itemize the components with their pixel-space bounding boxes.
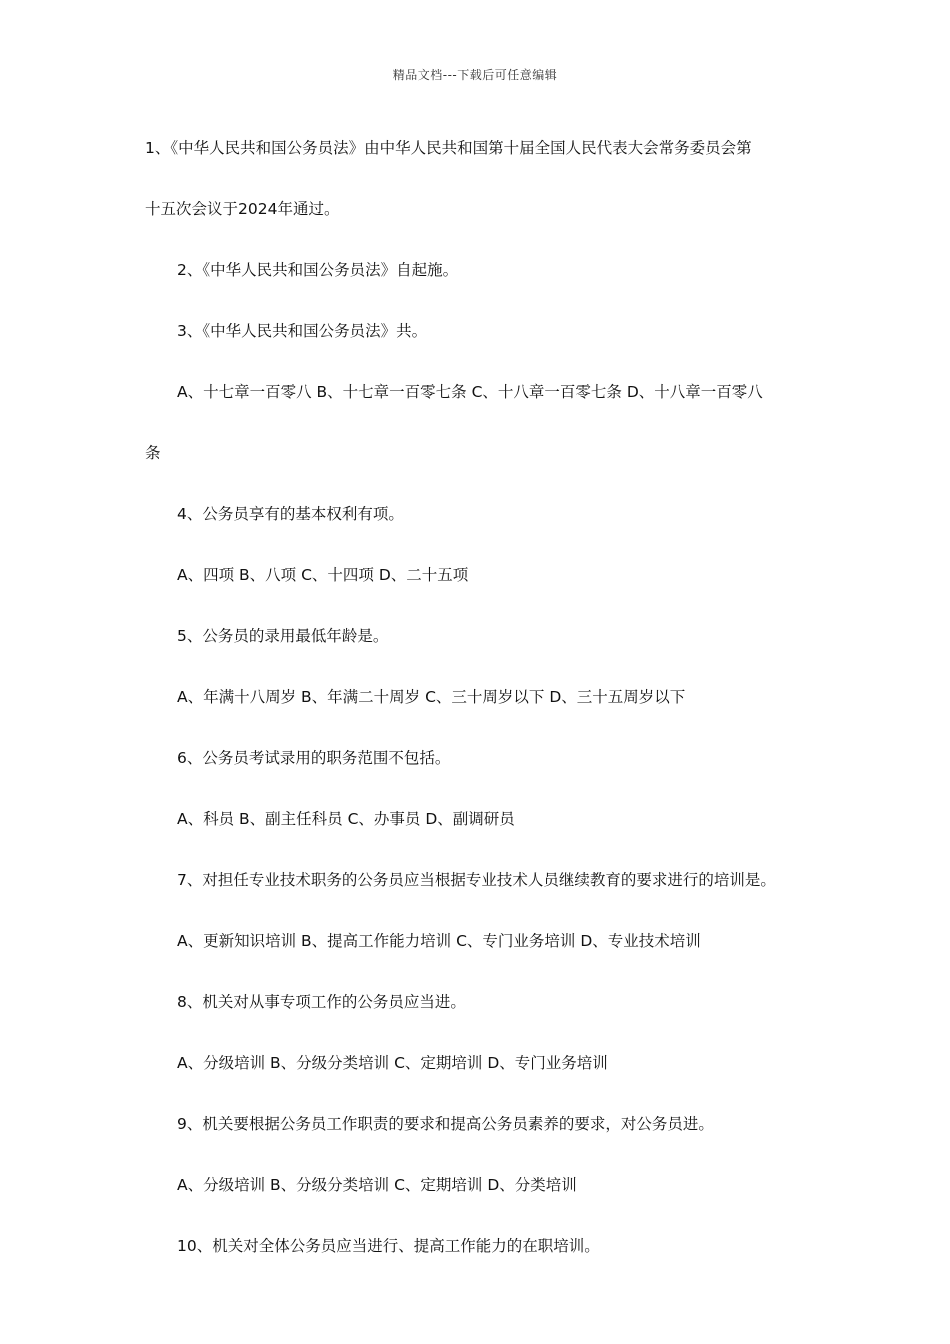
page-header: 精品文档---下载后可任意编辑 [392, 68, 558, 82]
question-3-options: A、十七章一百零八 B、十七章一百零七条 C、十八章一百零七条 D、十八章一百零八 [177, 383, 763, 401]
question-1-line-2: 十五次会议于2024年通过。 [145, 200, 340, 218]
question-9: 9、机关要根据公务员工作职责的要求和提高公务员素养的要求，对公务员进。 [177, 1115, 714, 1133]
question-7: 7、对担任专业技术职务的公务员应当根据专业技术人员继续教育的要求进行的培训是。 [177, 871, 776, 889]
question-2: 2、《中华人民共和国公务员法》自起施。 [177, 261, 459, 279]
question-9-options: A、分级培训 B、分级分类培训 C、定期培训 D、分类培训 [177, 1176, 577, 1194]
document-body [145, 118, 817, 1277]
question-10: 10、机关对全体公务员应当进行、提高工作能力的在职培训。 [177, 1237, 600, 1255]
question-1-line-1: 1、《中华人民共和国公务员法》由中华人民共和国第十届全国人民代表大会常务委员会第 [145, 139, 752, 157]
question-3-options-wrap: 条 [145, 444, 161, 462]
question-5-options: A、年满十八周岁 B、年满二十周岁 C、三十周岁以下 D、三十五周岁以下 [177, 688, 686, 706]
question-6-options: A、科员 B、副主任科员 C、办事员 D、副调研员 [177, 810, 515, 828]
question-4: 4、公务员享有的基本权利有项。 [177, 505, 404, 523]
question-8-options: A、分级培训 B、分级分类培训 C、定期培训 D、专门业务培训 [177, 1054, 608, 1072]
question-3: 3、《中华人民共和国公务员法》共。 [177, 322, 428, 340]
question-7-options: A、更新知识培训 B、提高工作能力培训 C、专门业务培训 D、专业技术培训 [177, 932, 701, 950]
question-5: 5、公务员的录用最低年龄是。 [177, 627, 389, 645]
question-8: 8、机关对从事专项工作的公务员应当进。 [177, 993, 466, 1011]
question-6: 6、公务员考试录用的职务范围不包括。 [177, 749, 451, 767]
question-4-options: A、四项 B、八项 C、十四项 D、二十五项 [177, 566, 469, 584]
